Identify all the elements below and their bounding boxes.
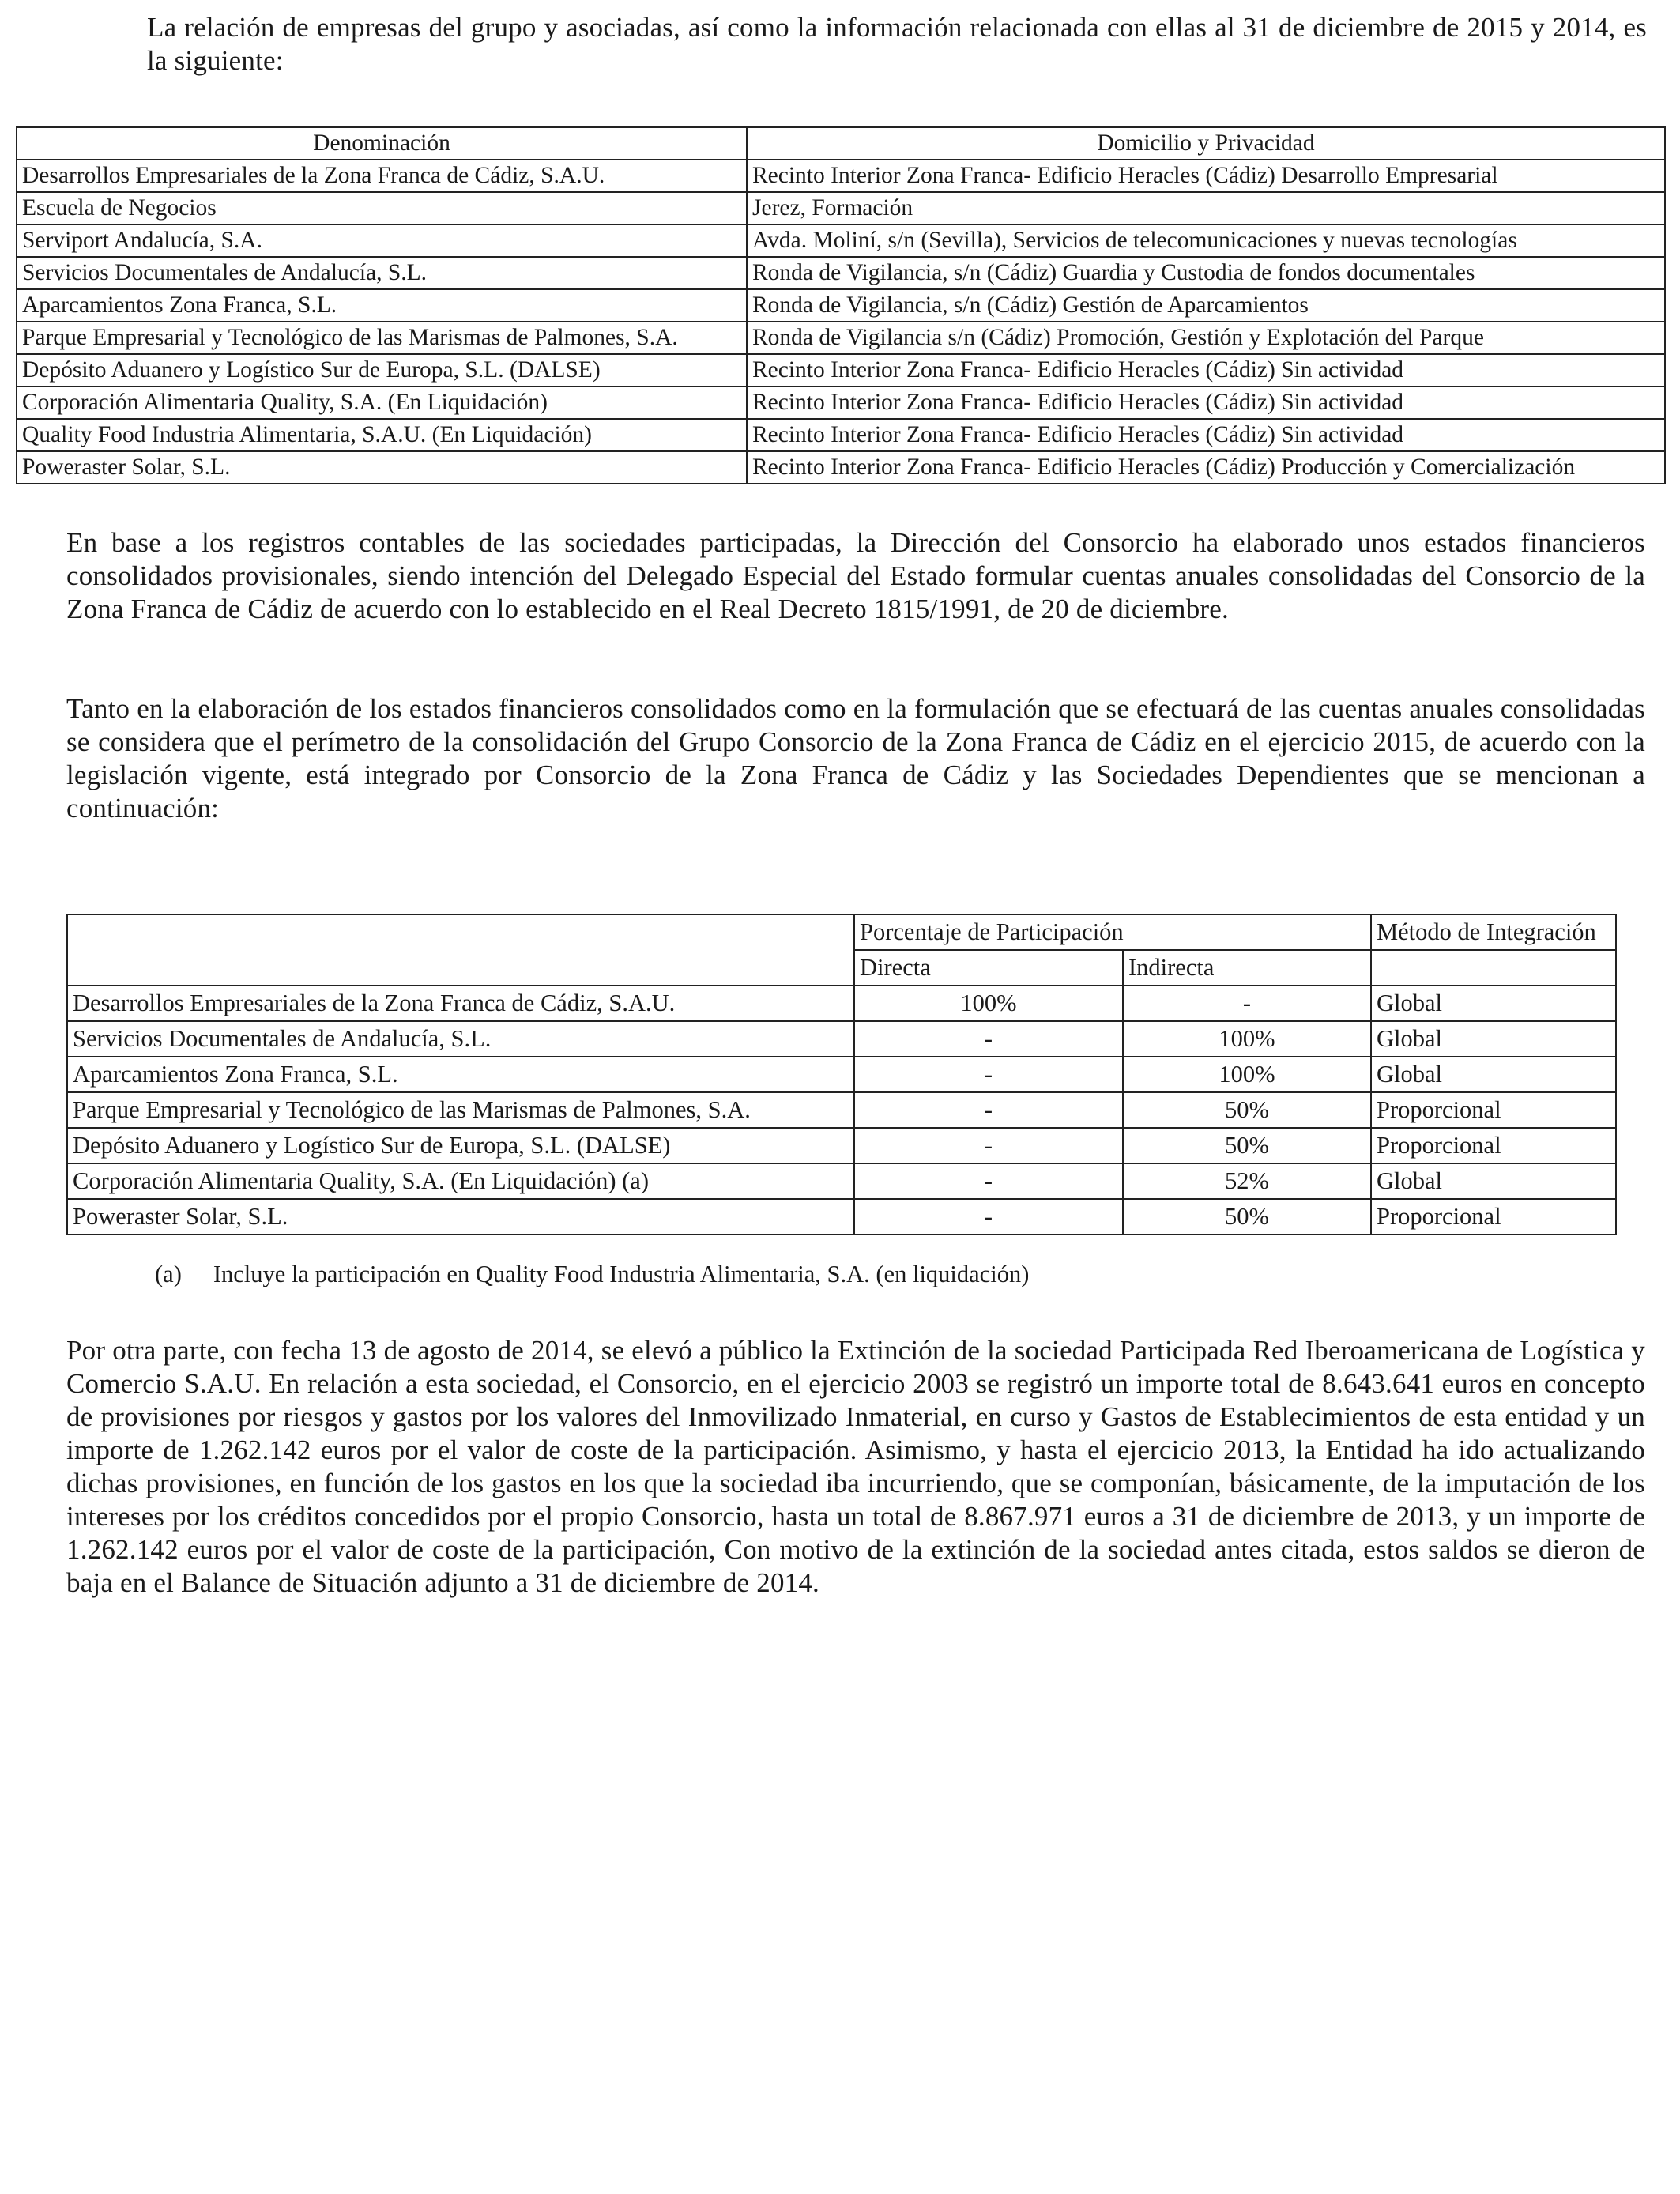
company-address: Recinto Interior Zona Franca- Edificio Heracles (Cádiz) Desarrollo Empresarial bbox=[747, 160, 1665, 192]
footnote bbox=[155, 1258, 1029, 1290]
integration-method: Global bbox=[1371, 986, 1616, 1021]
table-header-row bbox=[67, 914, 1616, 950]
company-name: Escuela de Negocios bbox=[17, 192, 747, 224]
direct-percent: - bbox=[854, 1021, 1123, 1057]
header-indirect: Indirecta bbox=[1123, 950, 1371, 986]
company-address: Avda. Moliní, s/n (Sevilla), Servicios de telecomunicaciones y nuevas tecnologías bbox=[747, 224, 1665, 257]
integration-method: Global bbox=[1371, 1163, 1616, 1199]
table-row bbox=[17, 160, 1665, 192]
company-name: Parque Empresarial y Tecnológico de las Marismas de Palmones, S.A. bbox=[17, 322, 747, 354]
footnote-text: Incluye la participación en Quality Food Industria Alimentaria, S.A. (en liquidación) bbox=[213, 1261, 1030, 1287]
table-row bbox=[17, 386, 1665, 419]
company-address: Jerez, Formación bbox=[747, 192, 1665, 224]
table-row bbox=[67, 1021, 1616, 1057]
table-row bbox=[17, 192, 1665, 224]
blank-method-subheader bbox=[1371, 950, 1616, 986]
company-name: Depósito Aduanero y Logístico Sur de Europa, S.L. (DALSE) bbox=[17, 354, 747, 386]
company-address: Ronda de Vigilancia s/n (Cádiz) Promoción, Gestión y Explotación del Parque bbox=[747, 322, 1665, 354]
extinction-paragraph: Por otra parte, con fecha 13 de agosto de 2014, se elevó a público la Extinción de la sociedad Participada Red Iberoamericana de Logística y Comercio S.A.U. En relación a esta sociedad, el Consorcio, en el ejercicio 2003 se registró un importe total de 8.643.641 euros en concepto de provisiones por riesgos y gastos por los valores del Inmovilizado Inmaterial, en curso y Gastos de Establecimientos de esta entidad y un importe de 1.262.142 euros por el valor de coste de la participación. Asimismo, y hasta el ejercicio 2013, la Entidad ha ido actualizando dichas provisiones, en función de los gastos en los que la sociedad iba incurriendo, que se componían, básicamente, de la imputación de los intereses por los créditos concedidos por el propio Consorcio, hasta un total de 8.867.971 euros a 31 de diciembre de 2013, y un importe de 1.262.142 euros por el valor de coste de la participación, Con motivo de la extinción de la sociedad antes citada, estos saldos se dieron de baja en el Balance de Situación adjunto a 31 de diciembre de 2014. bbox=[66, 1335, 1645, 1598]
company-name: Depósito Aduanero y Logístico Sur de Europa, S.L. (DALSE) bbox=[67, 1128, 854, 1163]
integration-method: Proporcional bbox=[1371, 1092, 1616, 1128]
table-row bbox=[67, 1199, 1616, 1235]
table-row bbox=[17, 354, 1665, 386]
company-name: Quality Food Industria Alimentaria, S.A.U. (En Liquidación) bbox=[17, 419, 747, 451]
table-row bbox=[67, 1057, 1616, 1092]
company-address: Ronda de Vigilancia, s/n (Cádiz) Guardia y Custodia de fondos documentales bbox=[747, 257, 1665, 289]
company-address: Recinto Interior Zona Franca- Edificio Heracles (Cádiz) Sin actividad bbox=[747, 354, 1665, 386]
company-name: Servicios Documentales de Andalucía, S.L. bbox=[17, 257, 747, 289]
integration-method: Proporcional bbox=[1371, 1128, 1616, 1163]
company-address: Ronda de Vigilancia, s/n (Cádiz) Gestión de Aparcamientos bbox=[747, 289, 1665, 322]
indirect-percent: 50% bbox=[1123, 1092, 1371, 1128]
table-row bbox=[17, 322, 1665, 354]
direct-percent: - bbox=[854, 1057, 1123, 1092]
perimeter-paragraph: Tanto en la elaboración de los estados financieros consolidados como en la formulación que se efectuará de las cuentas anuales consolidadas se considera que el perímetro de la consolidación del Grupo Consorcio de la Zona Franca de Cádiz en el ejercicio 2015, de acuerdo con la legislación vigente, está integrado por Consorcio de la Zona Franca de Cádiz y las Sociedades Dependientes que se mencionan a continuación: bbox=[66, 693, 1645, 824]
company-name: Aparcamientos Zona Franca, S.L. bbox=[17, 289, 747, 322]
company-name: Serviport Andalucía, S.A. bbox=[17, 224, 747, 257]
indirect-percent: 100% bbox=[1123, 1021, 1371, 1057]
table-subheader-row bbox=[67, 950, 1616, 986]
company-name: Poweraster Solar, S.L. bbox=[17, 451, 747, 484]
integration-method: Global bbox=[1371, 1057, 1616, 1092]
direct-percent: 100% bbox=[854, 986, 1123, 1021]
integration-method: Global bbox=[1371, 1021, 1616, 1057]
company-name: Corporación Alimentaria Quality, S.A. (En Liquidación) (a) bbox=[67, 1163, 854, 1199]
company-address: Recinto Interior Zona Franca- Edificio Heracles (Cádiz) Producción y Comercialización bbox=[747, 451, 1665, 484]
indirect-percent: 50% bbox=[1123, 1128, 1371, 1163]
table-header-row bbox=[17, 127, 1665, 160]
table-row bbox=[17, 451, 1665, 484]
table-row bbox=[67, 1092, 1616, 1128]
company-name: Parque Empresarial y Tecnológico de las Marismas de Palmones, S.A. bbox=[67, 1092, 854, 1128]
direct-percent: - bbox=[854, 1092, 1123, 1128]
participation-table bbox=[66, 914, 1617, 1235]
table-row bbox=[67, 1128, 1616, 1163]
consolidation-paragraph: En base a los registros contables de las sociedades participadas, la Dirección del Consorcio ha elaborado unos estados financieros consolidados provisionales, siendo intención del Delegado Especial del Estado formular cuentas anuales consolidadas del Consorcio de la Zona Franca de Cádiz de acuerdo con lo establecido en el Real Decreto 1815/1991, de 20 de diciembre. bbox=[66, 527, 1645, 624]
header-method: Método de Integración bbox=[1371, 914, 1616, 950]
direct-percent: - bbox=[854, 1128, 1123, 1163]
indirect-percent: 52% bbox=[1123, 1163, 1371, 1199]
indirect-percent: - bbox=[1123, 986, 1371, 1021]
blank-subheader-cell bbox=[67, 950, 854, 986]
header-participation: Porcentaje de Participación bbox=[854, 914, 1371, 950]
blank-header-cell bbox=[67, 914, 854, 950]
column-header-denominacion: Denominación bbox=[17, 127, 747, 160]
table-row bbox=[17, 224, 1665, 257]
company-name: Poweraster Solar, S.L. bbox=[67, 1199, 854, 1235]
table-row bbox=[67, 986, 1616, 1021]
table-row bbox=[17, 257, 1665, 289]
company-name: Corporación Alimentaria Quality, S.A. (En Liquidación) bbox=[17, 386, 747, 419]
table-row bbox=[67, 1163, 1616, 1199]
company-name: Servicios Documentales de Andalucía, S.L. bbox=[67, 1021, 854, 1057]
integration-method: Proporcional bbox=[1371, 1199, 1616, 1235]
group-companies-table bbox=[16, 126, 1666, 484]
company-address: Recinto Interior Zona Franca- Edificio Heracles (Cádiz) Sin actividad bbox=[747, 419, 1665, 451]
indirect-percent: 100% bbox=[1123, 1057, 1371, 1092]
company-address: Recinto Interior Zona Franca- Edificio Heracles (Cádiz) Sin actividad bbox=[747, 386, 1665, 419]
direct-percent: - bbox=[854, 1163, 1123, 1199]
direct-percent: - bbox=[854, 1199, 1123, 1235]
company-name: Aparcamientos Zona Franca, S.L. bbox=[67, 1057, 854, 1092]
column-header-domicilio: Domicilio y Privacidad bbox=[747, 127, 1665, 160]
indirect-percent: 50% bbox=[1123, 1199, 1371, 1235]
table-row bbox=[17, 419, 1665, 451]
company-name: Desarrollos Empresariales de la Zona Franca de Cádiz, S.A.U. bbox=[17, 160, 747, 192]
company-name: Desarrollos Empresariales de la Zona Franca de Cádiz, S.A.U. bbox=[67, 986, 854, 1021]
footnote-mark: (a) bbox=[155, 1261, 182, 1287]
header-direct: Directa bbox=[854, 950, 1123, 986]
intro-paragraph: La relación de empresas del grupo y asociadas, así como la información relacionada con ellas al 31 de diciembre de 2015 y 2014, es la siguiente: bbox=[147, 12, 1647, 76]
table-row bbox=[17, 289, 1665, 322]
